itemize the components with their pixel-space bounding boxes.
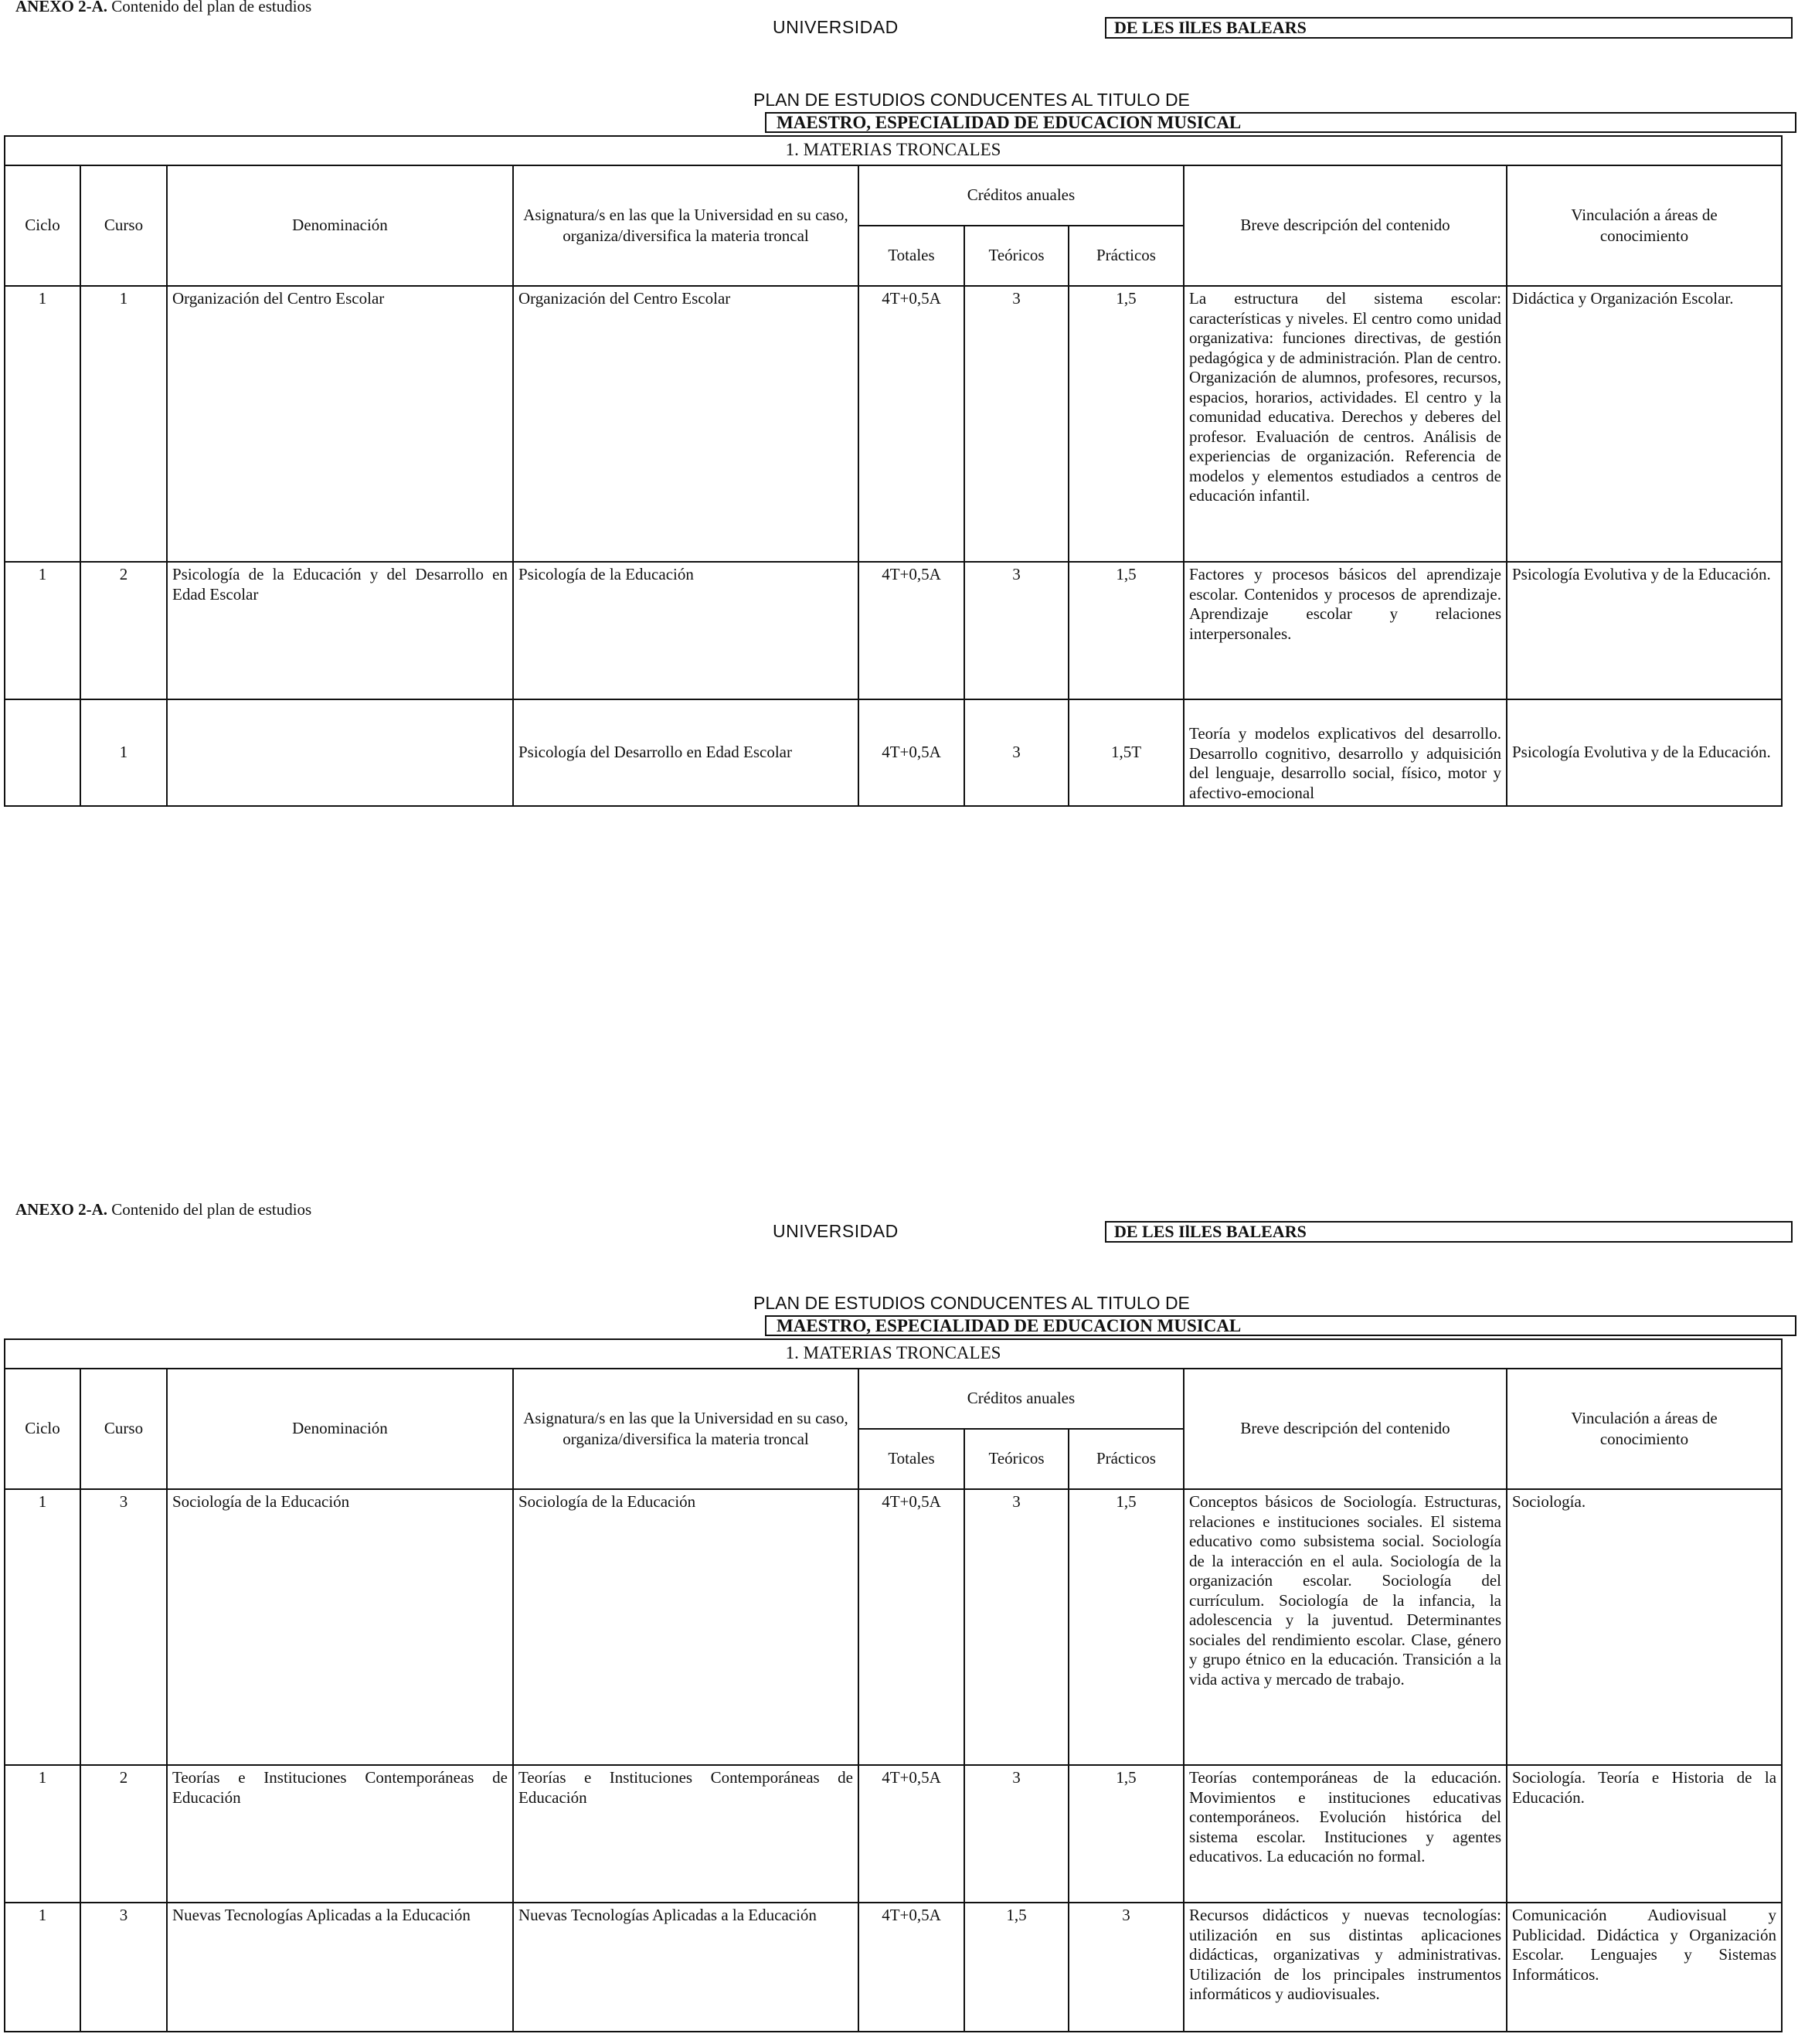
cell-asignatura: Psicología de la Educación: [513, 562, 858, 699]
cell-curso: 1: [80, 286, 167, 562]
university-name: DE LES IlLES BALEARS: [1105, 1221, 1793, 1243]
university-name: DE LES IlLES BALEARS: [1105, 17, 1793, 39]
header-asignatura: Asignatura/s en las que la Universidad en su caso, organiza/diversifica la materia troncal: [513, 165, 858, 286]
cell-vinculacion: Sociología. Teoría e Historia de la Educación.: [1507, 1765, 1782, 1903]
cell-practicos: 1,5: [1069, 562, 1184, 699]
header-ciclo: Ciclo: [5, 1369, 80, 1489]
cell-totales: 4T+0,5A: [858, 562, 964, 699]
header-vinculacion: Vinculación a áreas de conocimiento: [1507, 1369, 1782, 1489]
cell-asignatura: Teorías e Instituciones Contemporáneas de Educación: [513, 1765, 858, 1903]
table-row: [5, 1489, 1782, 1765]
cell-totales: 4T+0,5A: [858, 1765, 964, 1903]
header-practicos: Prácticos: [1069, 1429, 1184, 1489]
table-row: [5, 562, 1782, 699]
table-row: [5, 286, 1782, 562]
cell-descripcion: Teoría y modelos explicativos del desarrollo. Desarrollo cognitivo, desarrollo y adquisición del lenguaje, desarrollo social, físico, motor y afectivo-emocional: [1184, 699, 1507, 806]
university-label: UNIVERSIDAD: [773, 1221, 899, 1241]
section-title: 1. MATERIAS TRONCALES: [5, 136, 1782, 165]
cell-asignatura: Organización del Centro Escolar: [513, 286, 858, 562]
cell-denominacion: Nuevas Tecnologías Aplicadas a la Educación: [167, 1903, 513, 2032]
cell-practicos: 1,5: [1069, 1489, 1184, 1765]
header-teoricos: Teóricos: [964, 1429, 1069, 1489]
cell-descripcion: Teorías contemporáneas de la educación. Movimientos e instituciones educativas contemporáneos. Evolución histórica del sistema escolar. Instituciones y agentes educativos. La educación no formal.: [1184, 1765, 1507, 1903]
cell-descripcion: Conceptos básicos de Sociología. Estructuras, relaciones e instituciones sociales. El sistema educativo como subsistema social. Sociología de la interacción en el aula. Sociología de la organización escolar. Sociología del currículum. Sociología de la infancia, la adolescencia y la juventud. Determinantes sociales del rendimiento escolar. Clase, género y grupo étnico en la educación. Transición a la vida activa y mercado de trabajo.: [1184, 1489, 1507, 1765]
header-descripcion: Breve descripción del contenido: [1184, 1369, 1507, 1489]
annex-label: ANEXO 2-A.: [15, 0, 107, 15]
cell-asignatura: Nuevas Tecnologías Aplicadas a la Educación: [513, 1903, 858, 2032]
header-asignatura: Asignatura/s en las que la Universidad en su caso, organiza/diversifica la materia troncal: [513, 1369, 858, 1489]
cell-teoricos: 3: [964, 286, 1069, 562]
annex-label: ANEXO 2-A.: [15, 1200, 107, 1219]
cell-denominacion: Teorías e Instituciones Contemporáneas de Educación: [167, 1765, 513, 1903]
cell-ciclo: 1: [5, 1765, 80, 1903]
cell-asignatura: Psicología del Desarrollo en Edad Escolar: [513, 699, 858, 806]
cell-ciclo: 1: [5, 1489, 80, 1765]
cell-teoricos: 3: [964, 699, 1069, 806]
cell-denominacion: [167, 699, 513, 806]
header-denominacion: Denominación: [167, 1369, 513, 1489]
header-creditos: Créditos anuales: [858, 1369, 1184, 1429]
header-denominacion: Denominación: [167, 165, 513, 286]
plan-heading: PLAN DE ESTUDIOS CONDUCENTES AL TITULO DE: [753, 90, 1190, 110]
cell-teoricos: 3: [964, 1489, 1069, 1765]
cell-teoricos: 3: [964, 562, 1069, 699]
cell-denominacion: Sociología de la Educación: [167, 1489, 513, 1765]
table-row: [5, 1903, 1782, 2032]
annex-heading: [15, 0, 311, 16]
cell-asignatura: Sociología de la Educación: [513, 1489, 858, 1765]
section-title: 1. MATERIAS TRONCALES: [5, 1339, 1782, 1369]
cell-totales: 4T+0,5A: [858, 699, 964, 806]
cell-curso: 2: [80, 562, 167, 699]
header-totales: Totales: [858, 1429, 964, 1489]
table-row: [5, 1765, 1782, 1903]
annex-text: Contenido del plan de estudios: [111, 0, 312, 15]
header-creditos: Créditos anuales: [858, 165, 1184, 226]
cell-totales: 4T+0,5A: [858, 286, 964, 562]
cell-totales: 4T+0,5A: [858, 1489, 964, 1765]
table-row: [5, 699, 1782, 806]
cell-vinculacion: Sociología.: [1507, 1489, 1782, 1765]
cell-vinculacion: Psicología Evolutiva y de la Educación.: [1507, 562, 1782, 699]
header-teoricos: Teóricos: [964, 226, 1069, 286]
cell-descripcion: Recursos didácticos y nuevas tecnologías: utilización en sus distintas aplicaciones didácticas, organizativas y administrativas. Utilización de los principales instrumentos informáticos y audiovisuales.: [1184, 1903, 1507, 2032]
cell-vinculacion: Didáctica y Organización Escolar.: [1507, 286, 1782, 562]
cell-curso: 2: [80, 1765, 167, 1903]
cell-practicos: 1,5: [1069, 1765, 1184, 1903]
cell-ciclo: 1: [5, 562, 80, 699]
annex-text: Contenido del plan de estudios: [111, 1200, 312, 1219]
cell-curso: 3: [80, 1489, 167, 1765]
cell-ciclo: [5, 699, 80, 806]
cell-vinculacion: Comunicación Audiovisual y Publicidad. Didáctica y Organización Escolar. Lenguajes y Sistemas Informáticos.: [1507, 1903, 1782, 2032]
plan-table: [4, 135, 1783, 807]
plan-table: [4, 1338, 1783, 2032]
cell-curso: 1: [80, 699, 167, 806]
cell-totales: 4T+0,5A: [858, 1903, 964, 2032]
header-practicos: Prácticos: [1069, 226, 1184, 286]
cell-ciclo: 1: [5, 1903, 80, 2032]
cell-practicos: 1,5T: [1069, 699, 1184, 806]
annex-heading: [15, 1200, 311, 1219]
degree-title: MAESTRO, ESPECIALIDAD DE EDUCACION MUSICAL: [765, 112, 1796, 133]
university-label: UNIVERSIDAD: [773, 17, 899, 37]
header-curso: Curso: [80, 1369, 167, 1489]
cell-vinculacion: Psicología Evolutiva y de la Educación.: [1507, 699, 1782, 806]
header-vinculacion: Vinculación a áreas de conocimiento: [1507, 165, 1782, 286]
degree-title: MAESTRO, ESPECIALIDAD DE EDUCACION MUSICAL: [765, 1315, 1796, 1336]
header-ciclo: Ciclo: [5, 165, 80, 286]
cell-curso: 3: [80, 1903, 167, 2032]
cell-denominacion: Organización del Centro Escolar: [167, 286, 513, 562]
cell-teoricos: 1,5: [964, 1903, 1069, 2032]
cell-descripcion: La estructura del sistema escolar: características y niveles. El centro como unidad organizativa: funciones directivas, de gestión pedagógica y de administración. Plan de centro. Organización de alumnos, profesores, recursos, espacios, horarios, actividades. El centro y la comunidad educativa. Derechos y deberes del profesor. Evaluación de centros. Análisis de experiencias de organización. Referencia de modelos y elementos estudiados a centros de educación infantil.: [1184, 286, 1507, 562]
cell-denominacion: Psicología de la Educación y del Desarrollo en Edad Escolar: [167, 562, 513, 699]
cell-ciclo: 1: [5, 286, 80, 562]
header-curso: Curso: [80, 165, 167, 286]
cell-teoricos: 3: [964, 1765, 1069, 1903]
header-descripcion: Breve descripción del contenido: [1184, 165, 1507, 286]
cell-descripcion: Factores y procesos básicos del aprendizaje escolar. Contenidos y procesos de aprendizaje. Aprendizaje escolar y relaciones interpersonales.: [1184, 562, 1507, 699]
cell-practicos: 3: [1069, 1903, 1184, 2032]
cell-practicos: 1,5: [1069, 286, 1184, 562]
plan-heading: PLAN DE ESTUDIOS CONDUCENTES AL TITULO DE: [753, 1293, 1190, 1313]
header-totales: Totales: [858, 226, 964, 286]
